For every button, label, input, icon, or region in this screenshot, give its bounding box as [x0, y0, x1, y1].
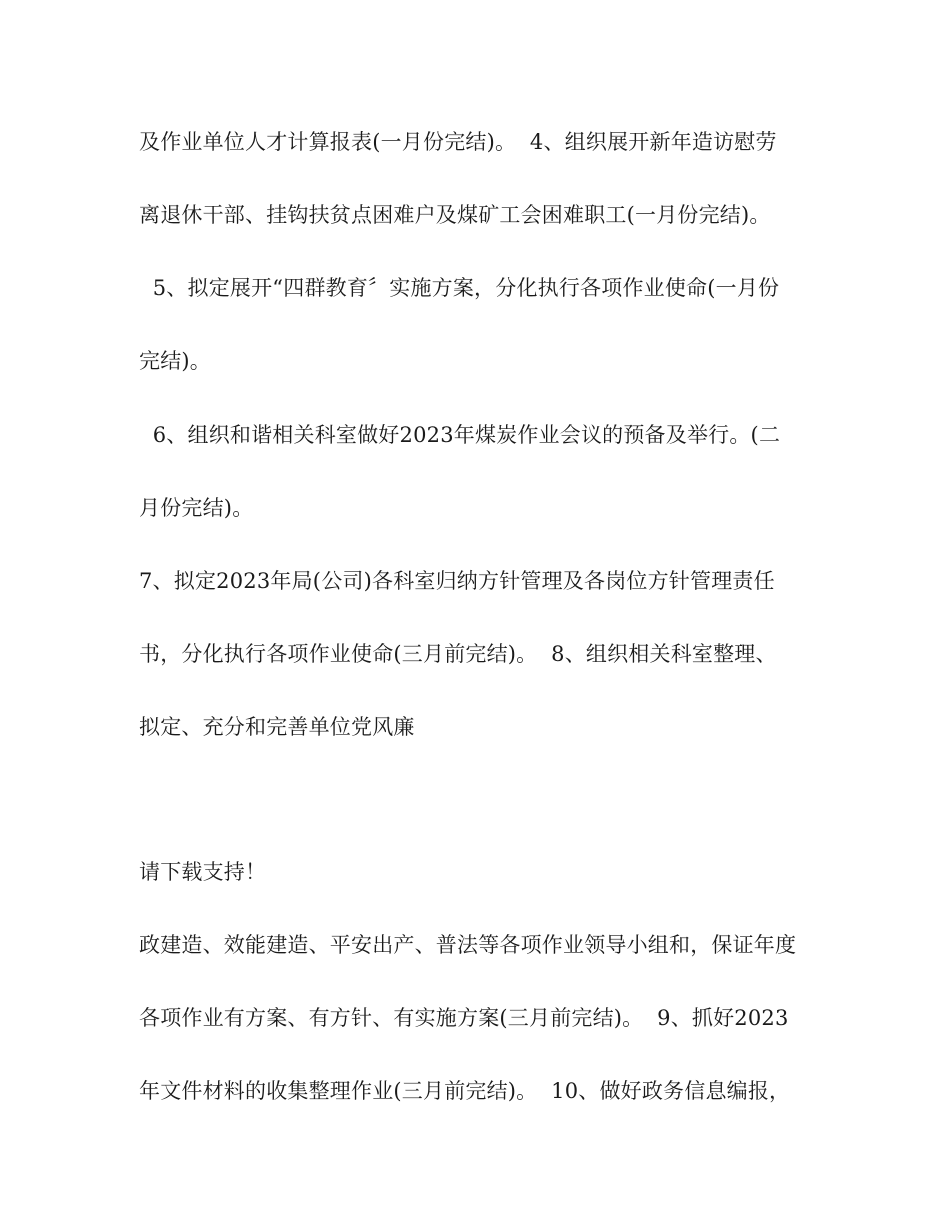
- text-line-1: 及作业单位人才计算报表(一月份完结)。 4、组织展开新年造访慰劳: [139, 130, 777, 154]
- text-line-5: 6、组织和谐相关科室做好2023年煤炭作业会议的预备及举行。(二: [139, 423, 781, 447]
- text-line-12: 年文件材料的收集整理作业(三月前完结)。 10、做好政务信息编报，: [139, 1079, 791, 1103]
- text-line-8: 书，分化执行各项作业使命(三月前完结)。 8、组织相关科室整理、: [139, 642, 777, 666]
- text-line-2: 离退休干部、挂钩扶贫点困难户及煤矿工会困难职工(一月份完结)。: [139, 203, 771, 227]
- text-line-4: 完结)。: [139, 349, 211, 373]
- download-support-text: 请下载支持！: [139, 860, 267, 884]
- text-line-10: 政建造、效能建造、平安出产、普法等各项作业领导小组和，保证年度: [139, 933, 797, 957]
- text-line-11: 各项作业有方案、有方针、有实施方案(三月前完结)。 9、抓好2023: [139, 1006, 789, 1030]
- text-line-3: 5、拟定展开“四群教育〞实施方案，分化执行各项作业使命(一月份: [139, 276, 780, 300]
- text-line-7: 7、拟定2023年局(公司)各科室归纳方针管理及各岗位方针管理责任: [139, 569, 775, 593]
- text-line-9: 拟定、充分和完善单位党风廉: [139, 715, 415, 739]
- text-line-6: 月份完结)。: [139, 496, 254, 520]
